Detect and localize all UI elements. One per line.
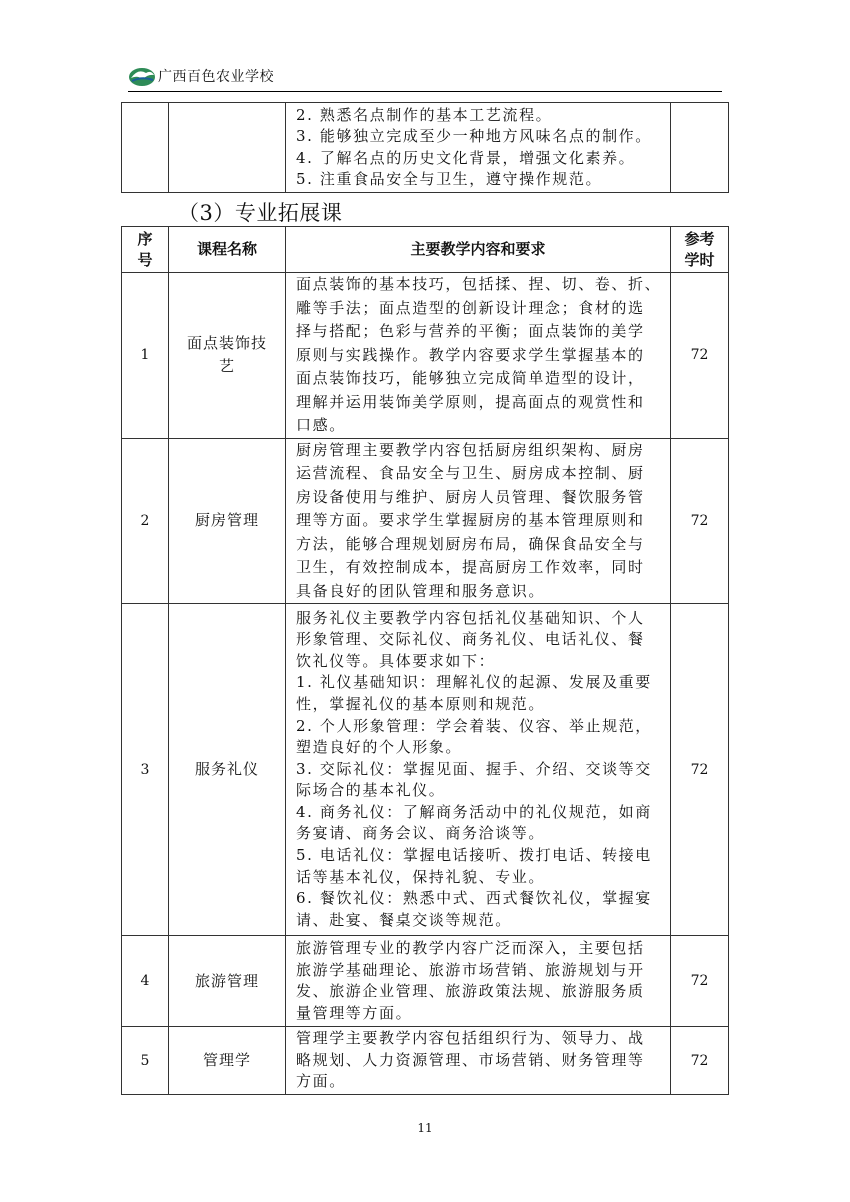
table-row — [122, 936, 729, 1027]
table-row — [122, 604, 729, 936]
text-line: 塑造良好的个人形象。 — [296, 738, 463, 757]
row-seq: 3 — [122, 604, 169, 936]
table-cell-hours — [671, 103, 729, 193]
text-line: 4. 了解名点的历史文化背景，增强文化素养。 — [296, 148, 636, 167]
text-line: 略规划、人力资源管理、市场营销、财务管理等 — [296, 1050, 645, 1069]
text-line: 理等方面。要求学生掌握厨房的基本管理原则和 — [296, 511, 645, 529]
text-line: 服务礼仪主要教学内容包括礼仪基础知识、个人 — [296, 608, 645, 627]
text-line: 雕等手法；面点造型的创新设计理念；食材的选 — [296, 298, 645, 317]
text-line: 1. 礼仪基础知识：理解礼仪的起源、发展及重要 — [296, 673, 652, 692]
table-row — [122, 273, 729, 439]
row-content — [286, 604, 671, 936]
row-hours: 72 — [671, 936, 729, 1027]
text-line: 4. 商务礼仪：了解商务活动中的礼仪规范，如商 — [296, 802, 652, 821]
text-line: 择与搭配；色彩与营养的平衡；面点装饰的美学 — [296, 322, 645, 340]
text-line: 旅游学基础理论、旅游市场营销、旅游规划与开 — [296, 960, 645, 979]
page-header — [128, 60, 722, 92]
text-line: 面点装饰的基本技巧，包括揉、捏、切、卷、折、 — [296, 275, 662, 293]
text-line: 5. 电话礼仪：掌握电话接听、拨打电话、转接电 — [296, 846, 652, 865]
table-row — [122, 1027, 729, 1095]
text-line: 原则与实践操作。教学内容要求学生掌握基本的 — [296, 345, 645, 364]
row-name: 管理学 — [169, 1027, 286, 1095]
table-header-row — [122, 227, 729, 273]
row-hours: 72 — [671, 604, 729, 936]
header-name: 课程名称 — [169, 227, 286, 273]
text-line: 际场合的基本礼仪。 — [296, 781, 446, 800]
row-content — [286, 1027, 671, 1095]
header-rule — [128, 91, 722, 92]
text-line: 旅游管理专业的教学内容广泛而深入，主要包括 — [296, 939, 645, 957]
text-line: 卫生，有效控制成本，提高厨房工作效率，同时 — [296, 558, 645, 576]
row-seq: 1 — [122, 273, 169, 439]
text-line: 5. 注重食品安全与卫生，遵守操作规范。 — [296, 170, 603, 188]
table-cell-seq — [122, 103, 169, 193]
text-line: 方面。 — [296, 1072, 346, 1091]
row-hours: 72 — [671, 438, 729, 604]
header-seq: 序 号 — [122, 227, 169, 273]
text-line: 方法，能够合理规划厨房布局，确保食品安全与 — [296, 534, 645, 553]
text-line: 2. 熟悉名点制作的基本工艺流程。 — [296, 105, 553, 124]
table-row — [122, 438, 729, 604]
table-cell-content — [286, 103, 671, 193]
header-hours: 参考 学时 — [671, 227, 729, 273]
row-seq: 2 — [122, 438, 169, 604]
text-line: 2. 个人形象管理：学会着装、仪容、举止规范， — [296, 716, 652, 735]
row-seq: 4 — [122, 936, 169, 1027]
row-content — [286, 438, 671, 604]
table-cell-name — [169, 103, 286, 193]
school-logo-icon — [128, 62, 156, 90]
text-line: 务宴请、商务会议、商务洽谈等。 — [296, 824, 546, 843]
row-content — [286, 936, 671, 1027]
text-line: 形象管理、交际礼仪、商务礼仪、电话礼仪、餐 — [296, 630, 645, 649]
page-number: 11 — [417, 1121, 433, 1135]
text-line: 性，掌握礼仪的基本原则和规范。 — [296, 694, 546, 713]
continuation-table — [121, 102, 729, 193]
row-name: 旅游管理 — [169, 936, 286, 1027]
text-line: 房设备使用与维护、厨房人员管理、餐饮服务管 — [296, 487, 645, 506]
text-line: 管理学主要教学内容包括组织行为、领导力、战 — [296, 1029, 645, 1048]
school-name: 广西百色农业学校 — [158, 69, 274, 85]
header-content: 主要教学内容和要求 — [286, 227, 671, 273]
text-line: 理解并运用装饰美学原则，提高面点的观赏性和 — [296, 392, 645, 411]
text-line: 运营流程、食品安全与卫生、厨房成本控制、厨 — [296, 464, 645, 482]
text-line: 请、赴宴、餐桌交谈等规范。 — [296, 910, 512, 929]
text-line: 3. 交际礼仪：掌握见面、握手、介绍、交谈等交 — [296, 759, 652, 778]
section-title: （3）专业拓展课 — [178, 201, 343, 225]
text-line: 发、旅游企业管理、旅游政策法规、旅游服务质 — [296, 982, 645, 1000]
row-name: 面点装饰技 艺 — [169, 273, 286, 439]
text-line: 厨房管理主要教学内容包括厨房组织架构、厨房 — [296, 440, 645, 459]
row-hours: 72 — [671, 273, 729, 439]
row-name: 厨房管理 — [169, 438, 286, 604]
text-line: 6. 餐饮礼仪：熟悉中式、西式餐饮礼仪，掌握宴 — [296, 889, 652, 908]
course-table — [121, 226, 729, 1095]
text-line: 具备良好的团队管理和服务意识。 — [296, 581, 546, 600]
row-name: 服务礼仪 — [169, 604, 286, 936]
text-line: 饮礼仪等。具体要求如下： — [296, 651, 496, 670]
text-line: 话等基本礼仪，保持礼貌、专业。 — [296, 867, 546, 886]
text-line: 口感。 — [296, 416, 346, 434]
row-seq: 5 — [122, 1027, 169, 1095]
row-content — [286, 273, 671, 439]
row-hours: 72 — [671, 1027, 729, 1095]
text-line: 量管理等方面。 — [296, 1003, 413, 1022]
text-line: 面点装饰技巧，能够独立完成简单造型的设计， — [296, 369, 645, 387]
table-row — [122, 103, 729, 193]
text-line: 3. 能够独立完成至少一种地方风味名点的制作。 — [296, 127, 652, 145]
